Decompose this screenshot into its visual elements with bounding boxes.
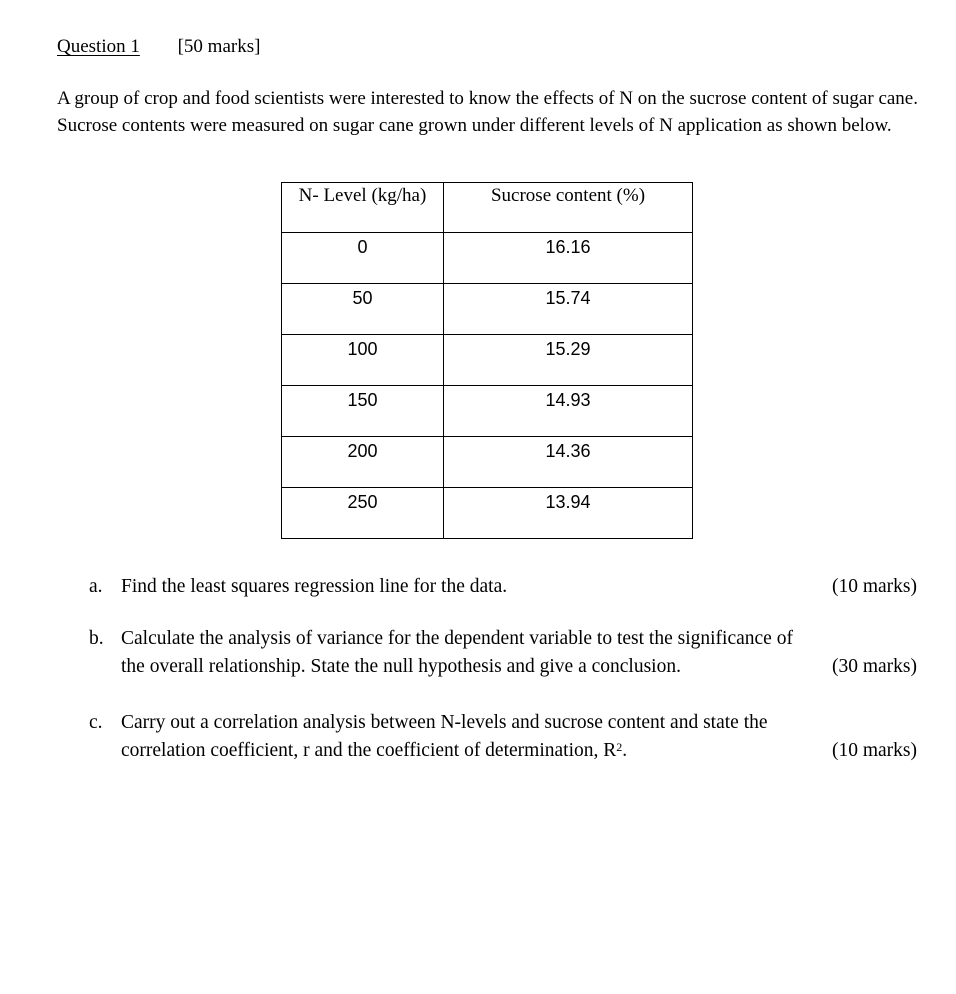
task-b — [89, 625, 917, 681]
cell-sucrose: 16.16 — [444, 233, 693, 284]
task-text: Carry out a correlation analysis between N-levels and sucrose content and state the correlation coefficient, r and the coefficient of determination, R — [121, 712, 768, 761]
task-letter: c. — [89, 712, 103, 733]
cell-sucrose: 13.94 — [444, 488, 693, 539]
cell-sucrose: 14.93 — [444, 386, 693, 437]
task-letter: a. — [89, 576, 103, 597]
cell-sucrose: 15.74 — [444, 284, 693, 335]
cell-n-level: 150 — [282, 386, 444, 437]
task-letter: b. — [89, 628, 104, 649]
question-total-marks: [50 marks] — [177, 36, 261, 57]
task-superscript: 2 — [616, 740, 623, 754]
cell-n-level: 100 — [282, 335, 444, 386]
task-a — [89, 573, 917, 601]
task-text: Find the least squares regression line for the data. — [121, 576, 508, 597]
table-row — [282, 233, 693, 284]
table-row — [282, 335, 693, 386]
question-title: Question 1 — [57, 36, 140, 57]
table-row — [282, 488, 693, 539]
table-row — [282, 284, 693, 335]
header-sucrose: Sucrose content (%) — [444, 183, 693, 233]
task-marks: (30 marks) — [831, 656, 917, 677]
cell-n-level: 50 — [282, 284, 444, 335]
question-intro: A group of crop and food scientists were interested to know the effects of N on the sucrose content of sugar cane. Sucrose contents were measured on sugar cane grown under different levels of N application as shown below. — [57, 88, 918, 136]
cell-n-level: 250 — [282, 488, 444, 539]
task-marks: (10 marks) — [831, 740, 917, 761]
header-n-level: N- Level (kg/ha) — [282, 183, 444, 233]
task-text-end: . — [622, 740, 628, 761]
cell-n-level: 200 — [282, 437, 444, 488]
table-header-row — [282, 183, 693, 233]
task-c — [89, 709, 917, 765]
table-row — [282, 437, 693, 488]
cell-sucrose: 14.36 — [444, 437, 693, 488]
task-body — [121, 573, 917, 601]
task-text: Calculate the analysis of variance for the dependent variable to test the significance of the overall relationship. State the null hypothesis and give a conclusion. — [121, 628, 793, 677]
data-table — [281, 182, 693, 539]
question-heading — [57, 35, 260, 59]
task-marks: (10 marks) — [831, 576, 917, 597]
task-body — [121, 709, 917, 765]
task-body — [121, 625, 917, 681]
cell-n-level: 0 — [282, 233, 444, 284]
cell-sucrose: 15.29 — [444, 335, 693, 386]
table-row — [282, 386, 693, 437]
